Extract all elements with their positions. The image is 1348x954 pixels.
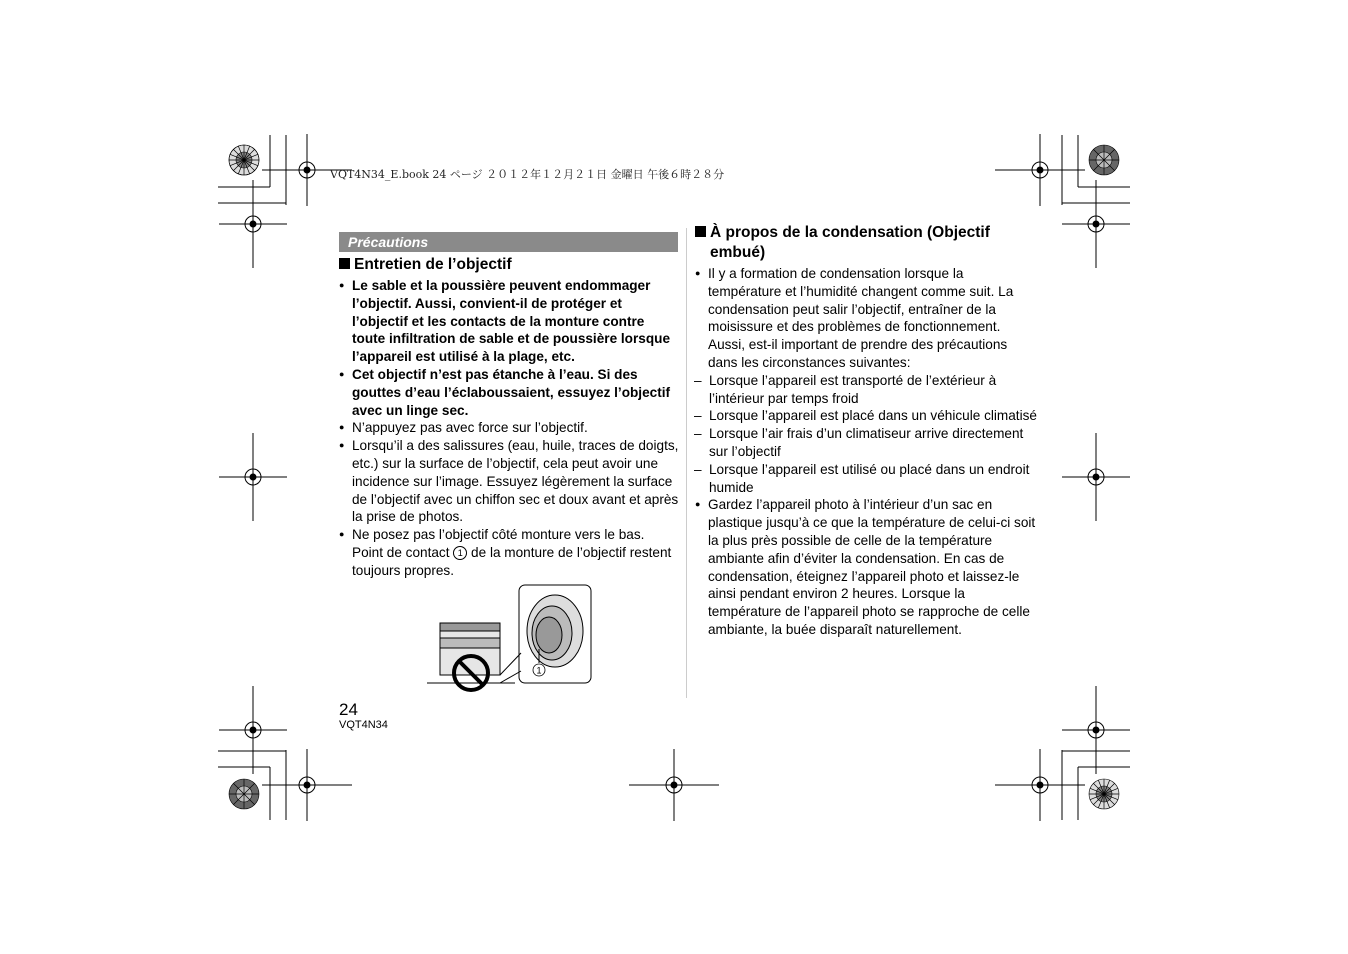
lens-illustration [425, 583, 595, 693]
dash-item: – Lorsque l’appareil est transporté de l’extérieur à l’intérieur par temps froid [692, 372, 1040, 408]
print-header: VQT4N34_E.book 24 ページ ２０１２年１２月２１日 金曜日 午後６時２８分 [330, 168, 725, 181]
bullet-bold-water: ● Cet objectif n’est pas étanche à l’eau. Si des gouttes d’eau l’éclaboussaient, essuyez l’objectif avec un linge sec. [339, 366, 679, 419]
bullet-no-force: ● N’appuyez pas avec force sur l’objectif. [339, 419, 679, 437]
column-divider [686, 228, 687, 698]
illustration-callout: 1 [536, 665, 542, 676]
mount-text-a: Ne posez pas l’objectif côté monture vers le bas. Point de contact [352, 527, 645, 560]
mount-text-b: de la monture de l’objectif restent toujours propres. [352, 544, 672, 578]
dash-item: – Lorsque l’air frais d’un climatiseur arrive directement sur l’objectif [692, 425, 1040, 461]
left-column [339, 255, 679, 580]
condensation-heading-text: À propos de la condensation (Objectif embué) [710, 224, 990, 261]
right-column [695, 223, 1040, 639]
dash-item: – Lorsque l’appareil est placé dans un véhicule climatisé [692, 407, 1040, 425]
condensation-heading [695, 223, 1040, 263]
page-number: 24 [339, 700, 358, 719]
dash-item: – Lorsque l’appareil est utilisé ou placé dans un endroit humide [692, 461, 1040, 497]
bullet-bold-sand: ● Le sable et la poussière peuvent endommager l’objectif. Aussi, convient-il de protéger et l’objectif et les contacts de la monture contre toute infiltration de sable et de poussière lorsque l’appareil est utilisé à la plage, etc. [339, 277, 679, 366]
bullet-dirt: ● Lorsqu’il a des salissures (eau, huile, traces de doigts, etc.) sur la surface de l’objectif, cela peut avoir une incidence sur l’image. Essuyez légèrement la surface de l’objectif avec un chiffon sec et doux avant et après la prise de photos. [339, 437, 679, 526]
square-bullet-icon [339, 258, 350, 269]
condensation-outro: ● Gardez l’appareil photo à l’intérieur d’un sac en plastique jusqu’à ce que la température de celui-ci soit la plus près possible de celle de la température ambiante afin d’éviter la condensation. En cas de condensation, éteignez l’appareil photo et laissez-le ainsi pendant environ 2 heures. Lorsque la température de l’appareil photo se rapproche de celle ambiante, la buée disparaît naturellement. [695, 496, 1040, 638]
condensation-intro: ● Il y a formation de condensation lorsque la température et l’humidité changent comme suit. La condensation peut salir l’objectif, entraîner de la moisissure et des problèmes de fonctionnement. Aussi, est-il important de prendre des précautions dans les circonstances suivantes: [695, 265, 1040, 372]
square-bullet-icon [695, 226, 706, 237]
section-tag: Précautions [339, 232, 678, 252]
bullet-mount [339, 526, 679, 579]
maintenance-heading-text: Entretien de l’objectif [354, 256, 512, 273]
callout-number: 1 [453, 546, 467, 560]
maintenance-heading [339, 255, 679, 275]
model-code: VQT4N34 [339, 719, 388, 731]
